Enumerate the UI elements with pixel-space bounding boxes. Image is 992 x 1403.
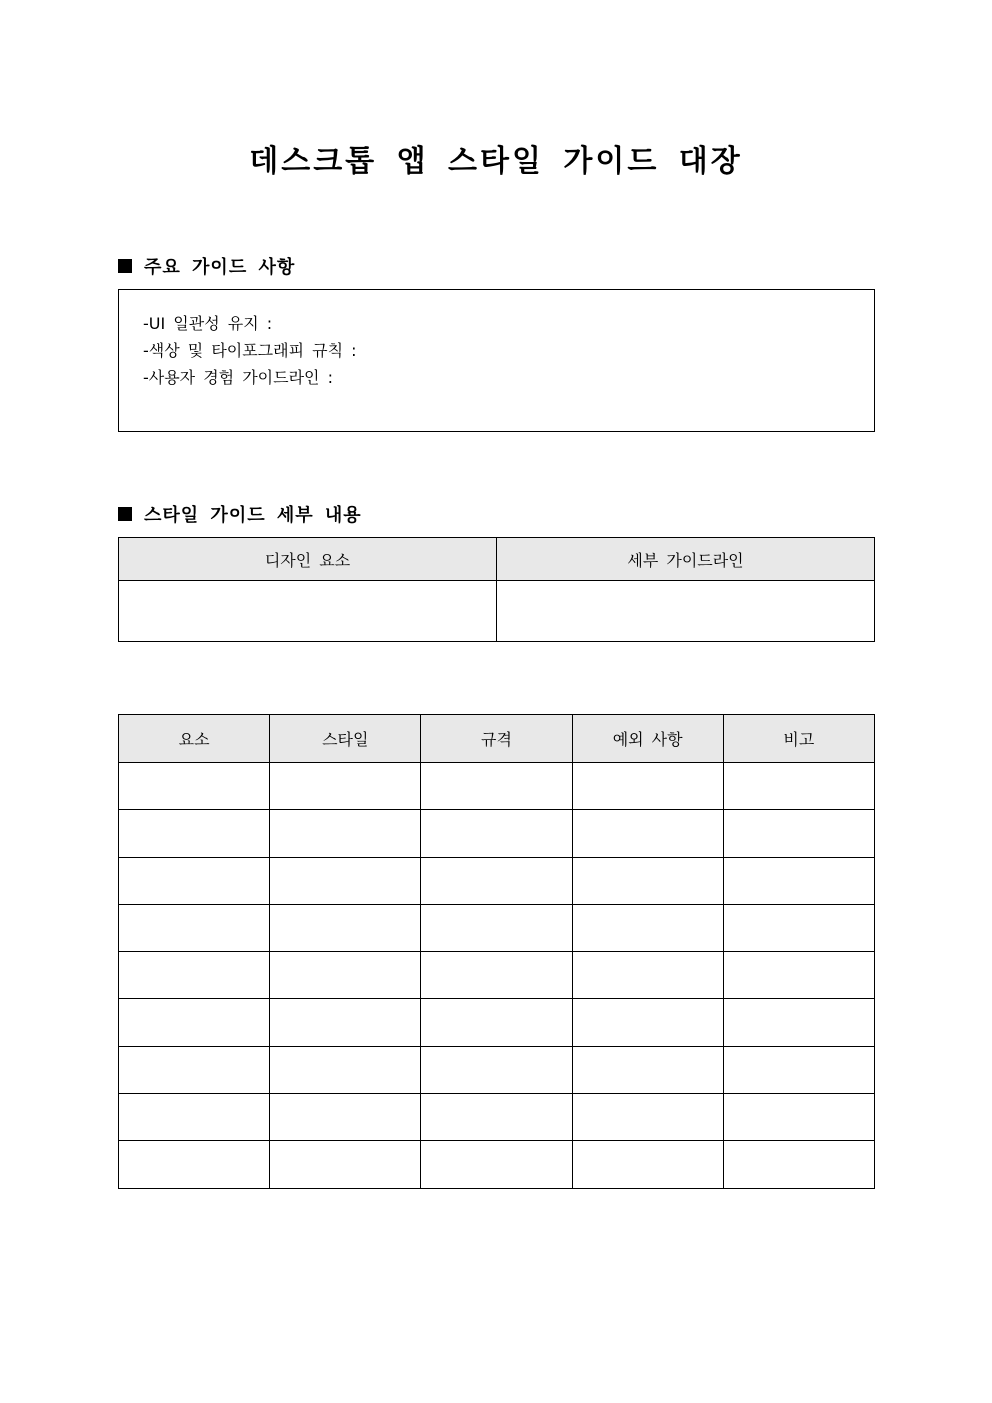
- table-cell-style[interactable]: [270, 999, 421, 1046]
- table-cell-exceptions[interactable]: [572, 1046, 723, 1093]
- table-cell-design-element[interactable]: [119, 581, 497, 642]
- column-header-exceptions: 예외 사항: [572, 715, 723, 763]
- table-cell-notes[interactable]: [723, 810, 874, 857]
- column-header-design-element: 디자인 요소: [119, 538, 497, 581]
- table-cell-style[interactable]: [270, 952, 421, 999]
- column-header-notes: 비고: [723, 715, 874, 763]
- table-row: [119, 763, 875, 810]
- section-heading-label: 주요 가이드 사항: [144, 257, 296, 278]
- style-detail-table: [118, 537, 875, 642]
- table-row: [119, 581, 875, 642]
- table-cell-element[interactable]: [119, 857, 270, 904]
- table-cell-notes[interactable]: [723, 904, 874, 951]
- table-cell-exceptions[interactable]: [572, 1141, 723, 1188]
- table-row: [119, 999, 875, 1046]
- table-row: [119, 857, 875, 904]
- table-row: [119, 952, 875, 999]
- table-cell-style[interactable]: [270, 1046, 421, 1093]
- table-cell-exceptions[interactable]: [572, 1094, 723, 1141]
- table-cell-element[interactable]: [119, 810, 270, 857]
- table-cell-element[interactable]: [119, 904, 270, 951]
- column-header-style: 스타일: [270, 715, 421, 763]
- section-heading-label: 스타일 가이드 세부 내용: [144, 505, 362, 526]
- column-header-detail-guideline: 세부 가이드라인: [497, 538, 875, 581]
- spec-table: [118, 714, 875, 1189]
- table-cell-exceptions[interactable]: [572, 857, 723, 904]
- table-cell-spec[interactable]: [421, 952, 572, 999]
- guide-line-ui-consistency[interactable]: -UI 일관성 유지 :: [143, 314, 273, 333]
- column-header-element: 요소: [119, 715, 270, 763]
- table-cell-spec[interactable]: [421, 1094, 572, 1141]
- square-bullet-icon: [118, 507, 132, 521]
- table-cell-notes[interactable]: [723, 1046, 874, 1093]
- table-row: [119, 1046, 875, 1093]
- table-cell-element[interactable]: [119, 1094, 270, 1141]
- table-cell-style[interactable]: [270, 857, 421, 904]
- table-cell-element[interactable]: [119, 1141, 270, 1188]
- section-heading-style-detail: [118, 501, 362, 527]
- table-cell-notes[interactable]: [723, 763, 874, 810]
- table-cell-spec[interactable]: [421, 857, 572, 904]
- table-row: [119, 904, 875, 951]
- table-header-row: [119, 538, 875, 581]
- table-cell-exceptions[interactable]: [572, 999, 723, 1046]
- table-cell-style[interactable]: [270, 904, 421, 951]
- table-cell-exceptions[interactable]: [572, 763, 723, 810]
- table-header-row: [119, 715, 875, 763]
- table-row: [119, 810, 875, 857]
- section-heading-main-guide: [118, 253, 295, 279]
- table-cell-notes[interactable]: [723, 999, 874, 1046]
- table-cell-style[interactable]: [270, 810, 421, 857]
- table-cell-style[interactable]: [270, 763, 421, 810]
- table-cell-notes[interactable]: [723, 1094, 874, 1141]
- table-cell-style[interactable]: [270, 1094, 421, 1141]
- table-cell-spec[interactable]: [421, 810, 572, 857]
- table-cell-notes[interactable]: [723, 1141, 874, 1188]
- table-cell-element[interactable]: [119, 999, 270, 1046]
- guide-line-ux-guidelines[interactable]: -사용자 경험 가이드라인 :: [143, 368, 333, 387]
- table-cell-element[interactable]: [119, 763, 270, 810]
- table-cell-element[interactable]: [119, 952, 270, 999]
- table-cell-notes[interactable]: [723, 952, 874, 999]
- main-guide-box: [118, 289, 875, 432]
- table-cell-spec[interactable]: [421, 999, 572, 1046]
- table-cell-element[interactable]: [119, 1046, 270, 1093]
- table-cell-notes[interactable]: [723, 857, 874, 904]
- table-cell-exceptions[interactable]: [572, 904, 723, 951]
- spec-table-body: [119, 763, 875, 1189]
- table-cell-spec[interactable]: [421, 1141, 572, 1188]
- table-cell-exceptions[interactable]: [572, 810, 723, 857]
- table-cell-spec[interactable]: [421, 763, 572, 810]
- square-bullet-icon: [118, 259, 132, 273]
- table-cell-exceptions[interactable]: [572, 952, 723, 999]
- guide-line-color-typography[interactable]: -색상 및 타이포그래피 규칙 :: [143, 341, 357, 360]
- table-cell-detail-guideline[interactable]: [497, 581, 875, 642]
- table-row: [119, 1094, 875, 1141]
- table-cell-spec[interactable]: [421, 1046, 572, 1093]
- table-cell-style[interactable]: [270, 1141, 421, 1188]
- table-cell-spec[interactable]: [421, 904, 572, 951]
- document-title: 데스크톱 앱 스타일 가이드 대장: [249, 144, 743, 179]
- table-row: [119, 1141, 875, 1188]
- column-header-spec: 규격: [421, 715, 572, 763]
